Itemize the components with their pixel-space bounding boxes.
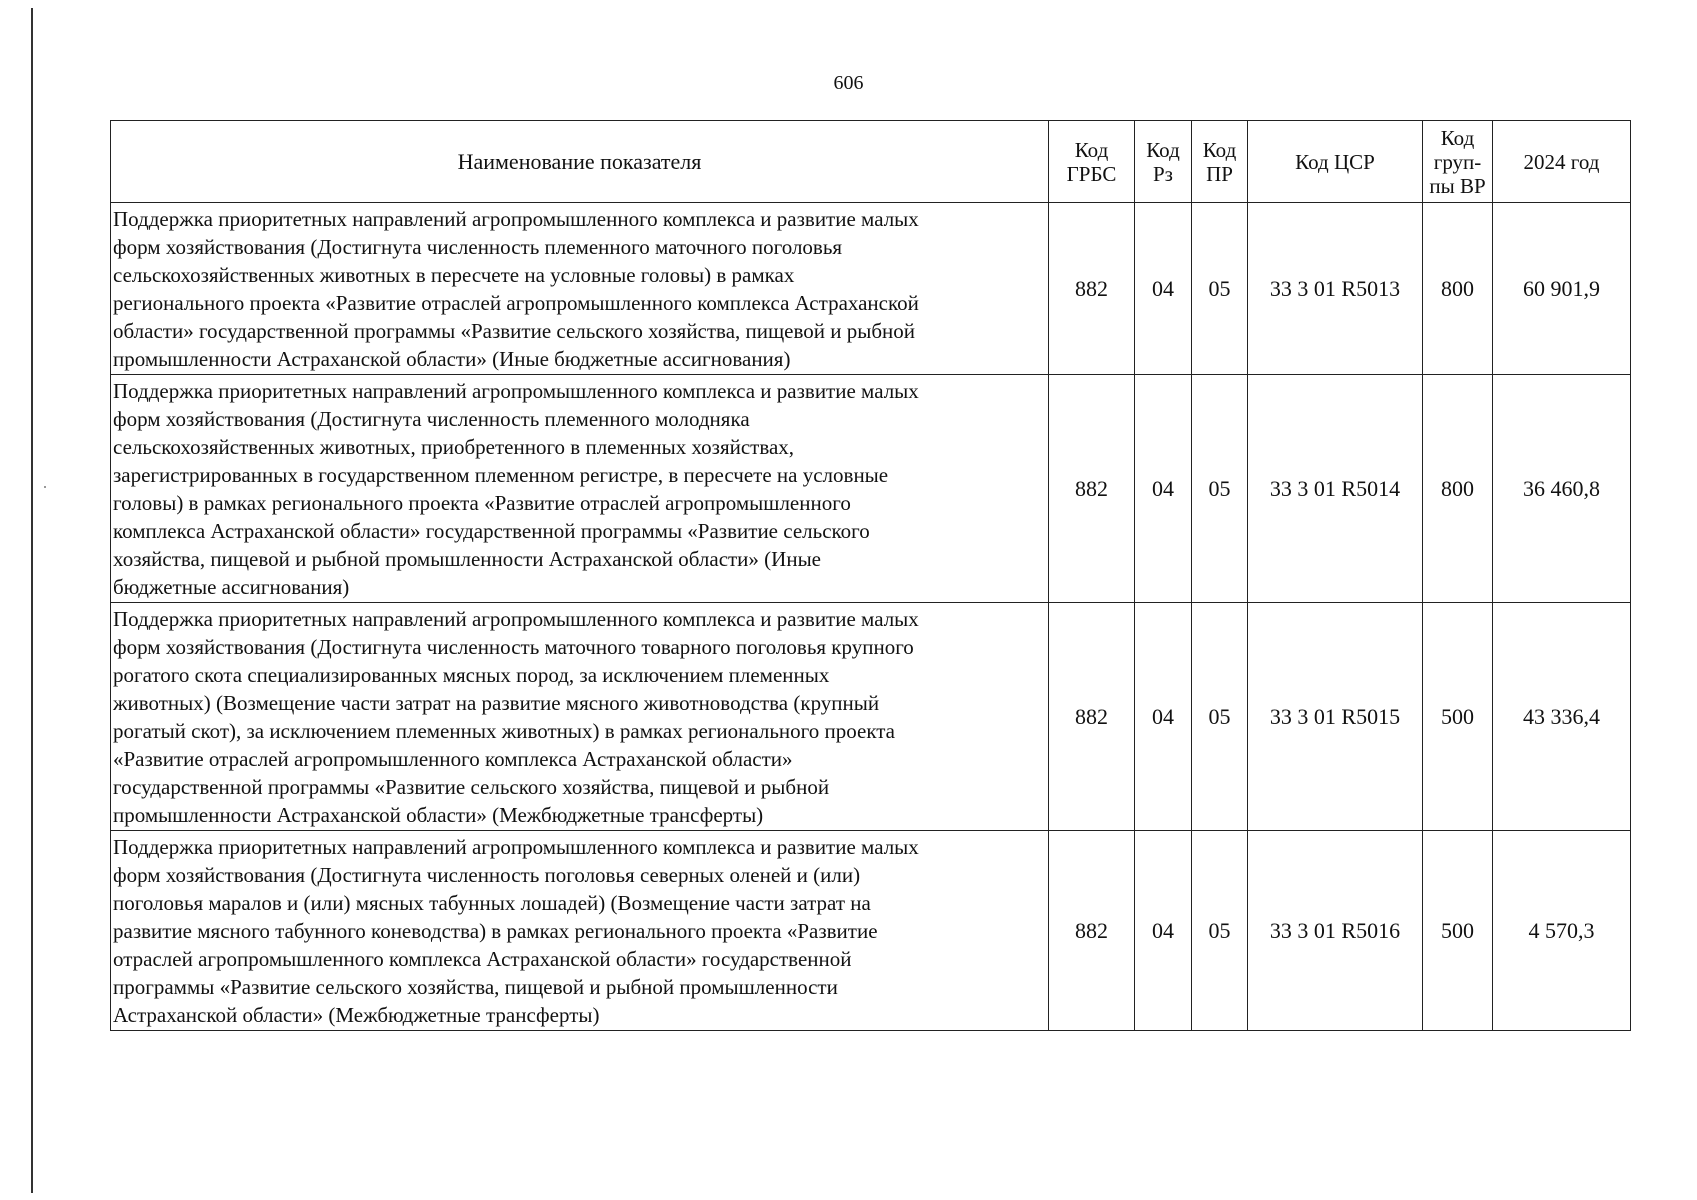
desc-line: поголовья маралов и (или) мясных табунных лошадей) (Возмещение части затрат на [113, 891, 871, 915]
cell-grbs: 882 [1049, 831, 1135, 1031]
header-year: 2024 год [1493, 121, 1631, 203]
cell-amount: 60 901,9 [1493, 203, 1631, 375]
desc-line: «Развитие отраслей агропромышленного комплекса Астраханской области» [113, 747, 793, 771]
header-grbs [1049, 121, 1135, 203]
cell-csr: 33 3 01 R5016 [1248, 831, 1423, 1031]
cell-vr: 500 [1423, 603, 1493, 831]
desc-line: рогатый скот), за исключением племенных животных) в рамках регионального проекта [113, 719, 896, 743]
table-row [111, 831, 1631, 1031]
cell-rz: 04 [1135, 375, 1192, 603]
header-vr [1423, 121, 1493, 203]
header-grbs-line1: Код [1074, 137, 1109, 162]
desc-line: Поддержка приоритетных направлений агропромышленного комплекса и развитие малых [113, 207, 919, 231]
header-csr: Код ЦСР [1248, 121, 1423, 203]
desc-line: зарегистрированных в государственном племенном регистре, в пересчете на условные [113, 463, 889, 487]
page-number: 606 [833, 72, 864, 94]
desc-line: отраслей агропромышленного комплекса Астраханской области» государственной [113, 947, 852, 971]
row-description [111, 203, 1049, 375]
margin-dot [44, 486, 46, 488]
cell-grbs: 882 [1049, 375, 1135, 603]
header-vr-line2: груп- [1433, 149, 1482, 174]
header-grbs-line2: ГРБС [1066, 161, 1117, 186]
desc-line: хозяйства, пищевой и рыбной промышленности Астраханской области» (Иные [113, 547, 822, 571]
desc-line: регионального проекта «Развитие отраслей агропромышленного комплекса Астраханской [113, 291, 919, 315]
desc-line: форм хозяйствования (Достигнута численность племенного молодняка [113, 407, 750, 431]
table-row [111, 603, 1631, 831]
desc-line: программы «Развитие сельского хозяйства, пищевой и рыбной промышленности [113, 975, 838, 999]
cell-rz: 04 [1135, 603, 1192, 831]
cell-amount: 4 570,3 [1493, 831, 1631, 1031]
desc-line: комплекса Астраханской области» государственной программы «Развитие сельского [113, 519, 870, 543]
header-vr-line1: Код [1440, 125, 1475, 150]
desc-line: рогатого скота специализированных мясных пород, за исключением племенных [113, 663, 830, 687]
row-description [111, 831, 1049, 1031]
desc-line: Астраханской области» (Межбюджетные трансферты) [113, 1003, 600, 1027]
header-pr-line1: Код [1202, 137, 1237, 162]
header-row [111, 121, 1631, 203]
header-pr [1192, 121, 1248, 203]
header-name: Наименование показателя [111, 121, 1049, 203]
header-pr-line2: ПР [1206, 161, 1233, 186]
cell-rz: 04 [1135, 831, 1192, 1031]
cell-csr: 33 3 01 R5015 [1248, 603, 1423, 831]
desc-line: Поддержка приоритетных направлений агропромышленного комплекса и развитие малых [113, 607, 919, 631]
header-rz-line1: Код [1146, 137, 1180, 162]
desc-line: бюджетные ассигнования) [113, 575, 350, 599]
desc-line: форм хозяйствования (Достигнута численность маточного товарного поголовья крупного [113, 635, 914, 659]
desc-line: области» государственной программы «Развитие сельского хозяйства, пищевой и рыбной [113, 319, 915, 343]
desc-line: головы) в рамках регионального проекта «Развитие отраслей агропромышленного [113, 491, 851, 515]
desc-line: форм хозяйствования (Достигнута численность племенного маточного поголовья [113, 235, 843, 259]
cell-amount: 43 336,4 [1493, 603, 1631, 831]
cell-amount: 36 460,8 [1493, 375, 1631, 603]
desc-line: сельскохозяйственных животных в пересчете на условные головы) в рамках [113, 263, 795, 287]
cell-rz: 04 [1135, 203, 1192, 375]
cell-vr: 500 [1423, 831, 1493, 1031]
row-description [111, 603, 1049, 831]
cell-pr: 05 [1192, 831, 1248, 1031]
desc-line: развитие мясного табунного коневодства) в рамках регионального проекта «Развитие [113, 919, 878, 943]
cell-grbs: 882 [1049, 203, 1135, 375]
cell-pr: 05 [1192, 603, 1248, 831]
cell-csr: 33 3 01 R5013 [1248, 203, 1423, 375]
header-rz [1135, 121, 1192, 203]
binding-line [31, 8, 33, 1193]
desc-line: государственной программы «Развитие сельского хозяйства, пищевой и рыбной [113, 775, 830, 799]
cell-grbs: 882 [1049, 603, 1135, 831]
desc-line: Поддержка приоритетных направлений агропромышленного комплекса и развитие малых [113, 835, 919, 859]
desc-line: животных) (Возмещение части затрат на развитие мясного животноводства (крупный [113, 691, 880, 715]
desc-line: промышленности Астраханской области» (Межбюджетные трансферты) [113, 803, 764, 827]
cell-vr: 800 [1423, 375, 1493, 603]
cell-vr: 800 [1423, 203, 1493, 375]
row-description [111, 375, 1049, 603]
header-rz-line2: Рз [1153, 161, 1173, 186]
desc-line: форм хозяйствования (Достигнута численность поголовья северных оленей и (или) [113, 863, 861, 887]
desc-line: промышленности Астраханской области» (Иные бюджетные ассигнования) [113, 347, 791, 371]
table-row [111, 375, 1631, 603]
budget-table [110, 120, 1631, 1031]
desc-line: сельскохозяйственных животных, приобретенного в племенных хозяйствах, [113, 435, 795, 459]
cell-pr: 05 [1192, 203, 1248, 375]
desc-line: Поддержка приоритетных направлений агропромышленного комплекса и развитие малых [113, 379, 919, 403]
header-vr-line3: пы ВР [1429, 173, 1486, 198]
cell-csr: 33 3 01 R5014 [1248, 375, 1423, 603]
table-row [111, 203, 1631, 375]
cell-pr: 05 [1192, 375, 1248, 603]
